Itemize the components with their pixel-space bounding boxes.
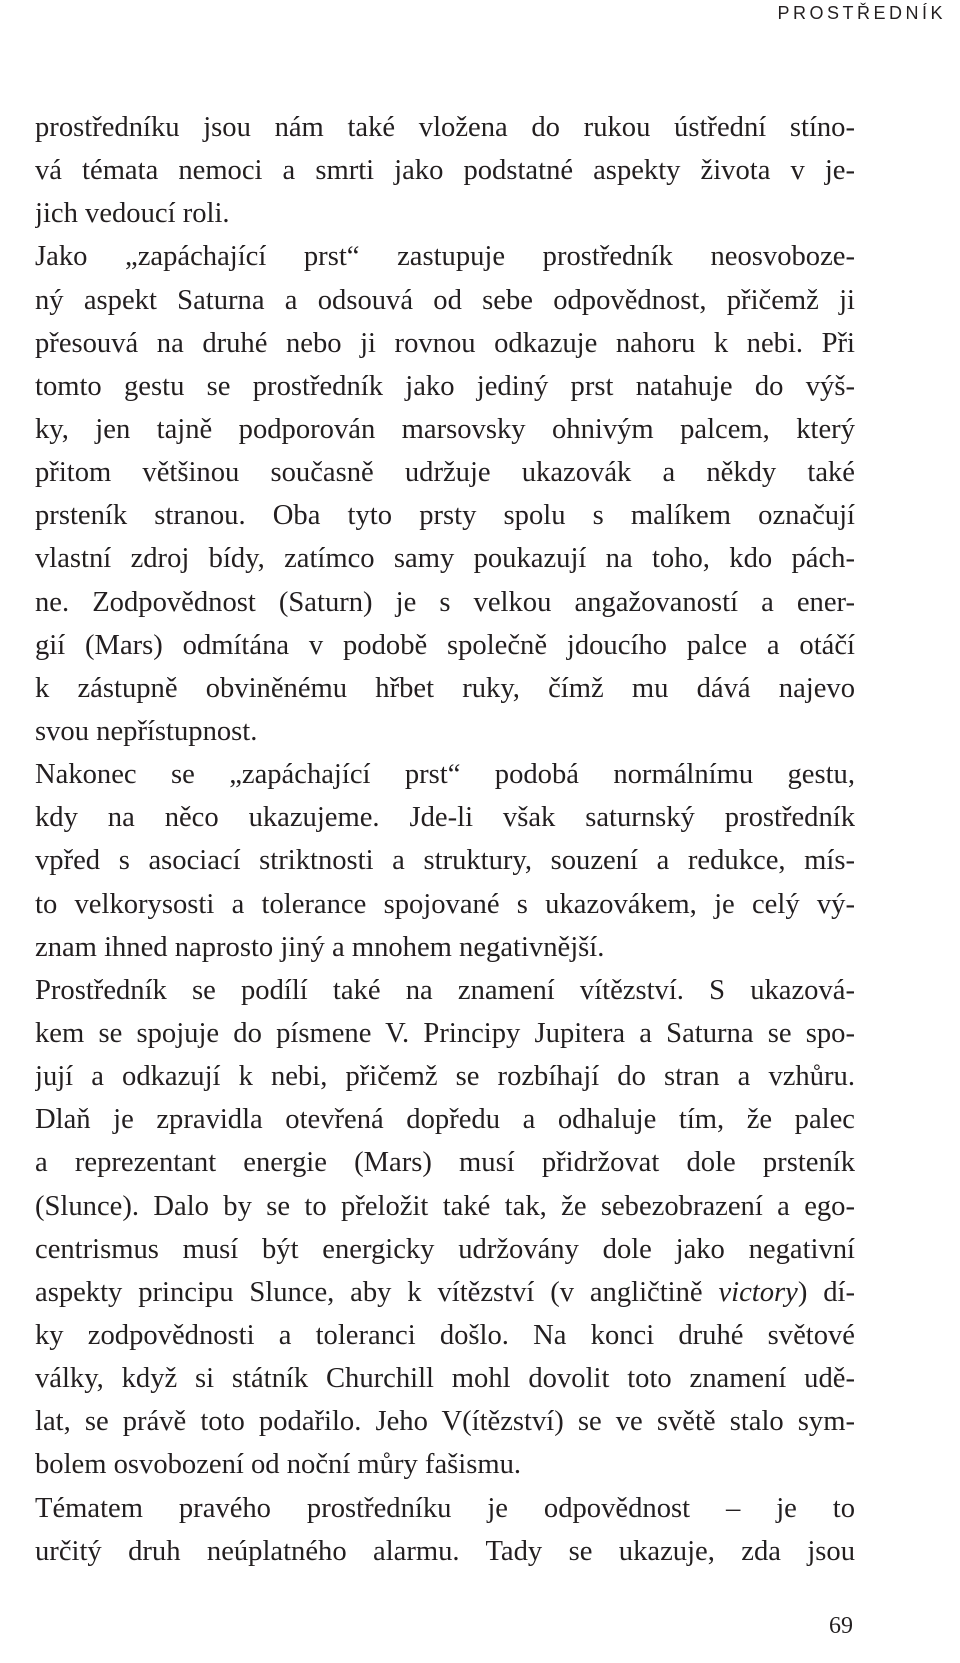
text-line: to velkorysosti a tolerance spojované s ukazovákem, je celý vý- [35,888,855,920]
text-line: ky zodpovědnosti a toleranci došlo. Na konci druhé světové [35,1319,855,1351]
text-line: k zástupně obviněnému hřbet ruky, čímž mu dává najevo [35,672,855,704]
text-line: ný aspekt Saturna a odsouvá od sebe odpovědnost, přičemž ji [35,284,855,316]
text-line: gií (Mars) odmítána v podobě společně jdoucího palce a otáčí [35,629,855,661]
text-line: prsteník stranou. Oba tyto prsty spolu s malíkem označují [35,500,855,532]
text-line: Dlaň je zpravidla otevřená dopředu a odhaluje tím, že palec [35,1104,855,1136]
text-line: jich vedoucí roli. [35,198,230,230]
text-line: (Slunce). Dalo by se to přeložit také tak, že sebezobrazení a ego- [35,1190,855,1222]
text-line: prostředníku jsou nám také vložena do rukou ústřední stíno- [35,112,855,143]
text-line: vpřed s asociací striktnosti a struktury, souzení a redukce, mís- [35,845,855,877]
text-line: lat, se právě toto podařilo. Jeho V(ítězství) se ve světě stalo sym- [35,1406,855,1438]
text-line: kdy na něco ukazujeme. Jde-li však saturnský prostředník [35,802,855,834]
text-line: vá témata nemoci a smrti jako podstatné aspekty života v je- [35,155,855,187]
text-line: války, když si státník Churchill mohl dovolit toto znamení udě- [35,1363,855,1395]
text-line: ne. Zodpovědnost (Saturn) je s velkou angažovaností a ener- [35,586,855,618]
body-text [35,106,855,1573]
text-line: centrismus musí být energicky udržovány dole jako negativní [35,1233,855,1265]
text-line: a reprezentant energie (Mars) musí přidržovat dole prsteník [35,1147,855,1179]
text-line: přesouvá na druhé nebo ji rovnou odkazuje nahoru k nebi. Při [35,327,855,359]
text-line: přitom většinou současně udržuje ukazovák a někdy také [35,457,855,489]
text-line: Tématem pravého prostředníku je odpovědnost – je to [35,1492,855,1524]
running-head: PROSTŘEDNÍK [777,3,946,23]
text-line: kem se spojuje do písmene V. Principy Jupitera a Saturna se spo- [35,1017,855,1049]
text-line: aspekty principu Slunce, aby k vítězství (v angličtině victory) dí- [35,1276,855,1308]
text-line: svou nepřístupnost. [35,715,258,747]
text-line: ky, jen tajně podporován marsovsky ohnivým palcem, který [35,413,855,445]
text-line: Jako „zapáchající prst“ zastupuje prostředník neosvoboze- [35,241,855,273]
page-number: 69 [829,1613,853,1639]
text-line: určitý druh neúplatného alarmu. Tady se ukazuje, zda jsou [35,1535,855,1567]
text-line: Prostředník se podílí také na znamení vítězství. S ukazová- [35,974,855,1006]
text-line: jují a odkazují k nebi, přičemž se rozbíhají do stran a vzhůru. [35,1061,855,1093]
text-line: bolem osvobození od noční můry fašismu. [35,1449,522,1481]
text-line: tomto gestu se prostředník jako jediný prst natahuje do výš- [35,370,855,402]
text-line: znam ihned naprosto jiný a mnohem negativnější. [35,931,605,963]
italic-word: victory [718,1276,798,1308]
text-line: vlastní zdroj bídy, zatímco samy poukazují na toho, kdo pách- [35,543,855,575]
text-line: Nakonec se „zapáchající prst“ podobá normálnímu gestu, [35,759,855,791]
